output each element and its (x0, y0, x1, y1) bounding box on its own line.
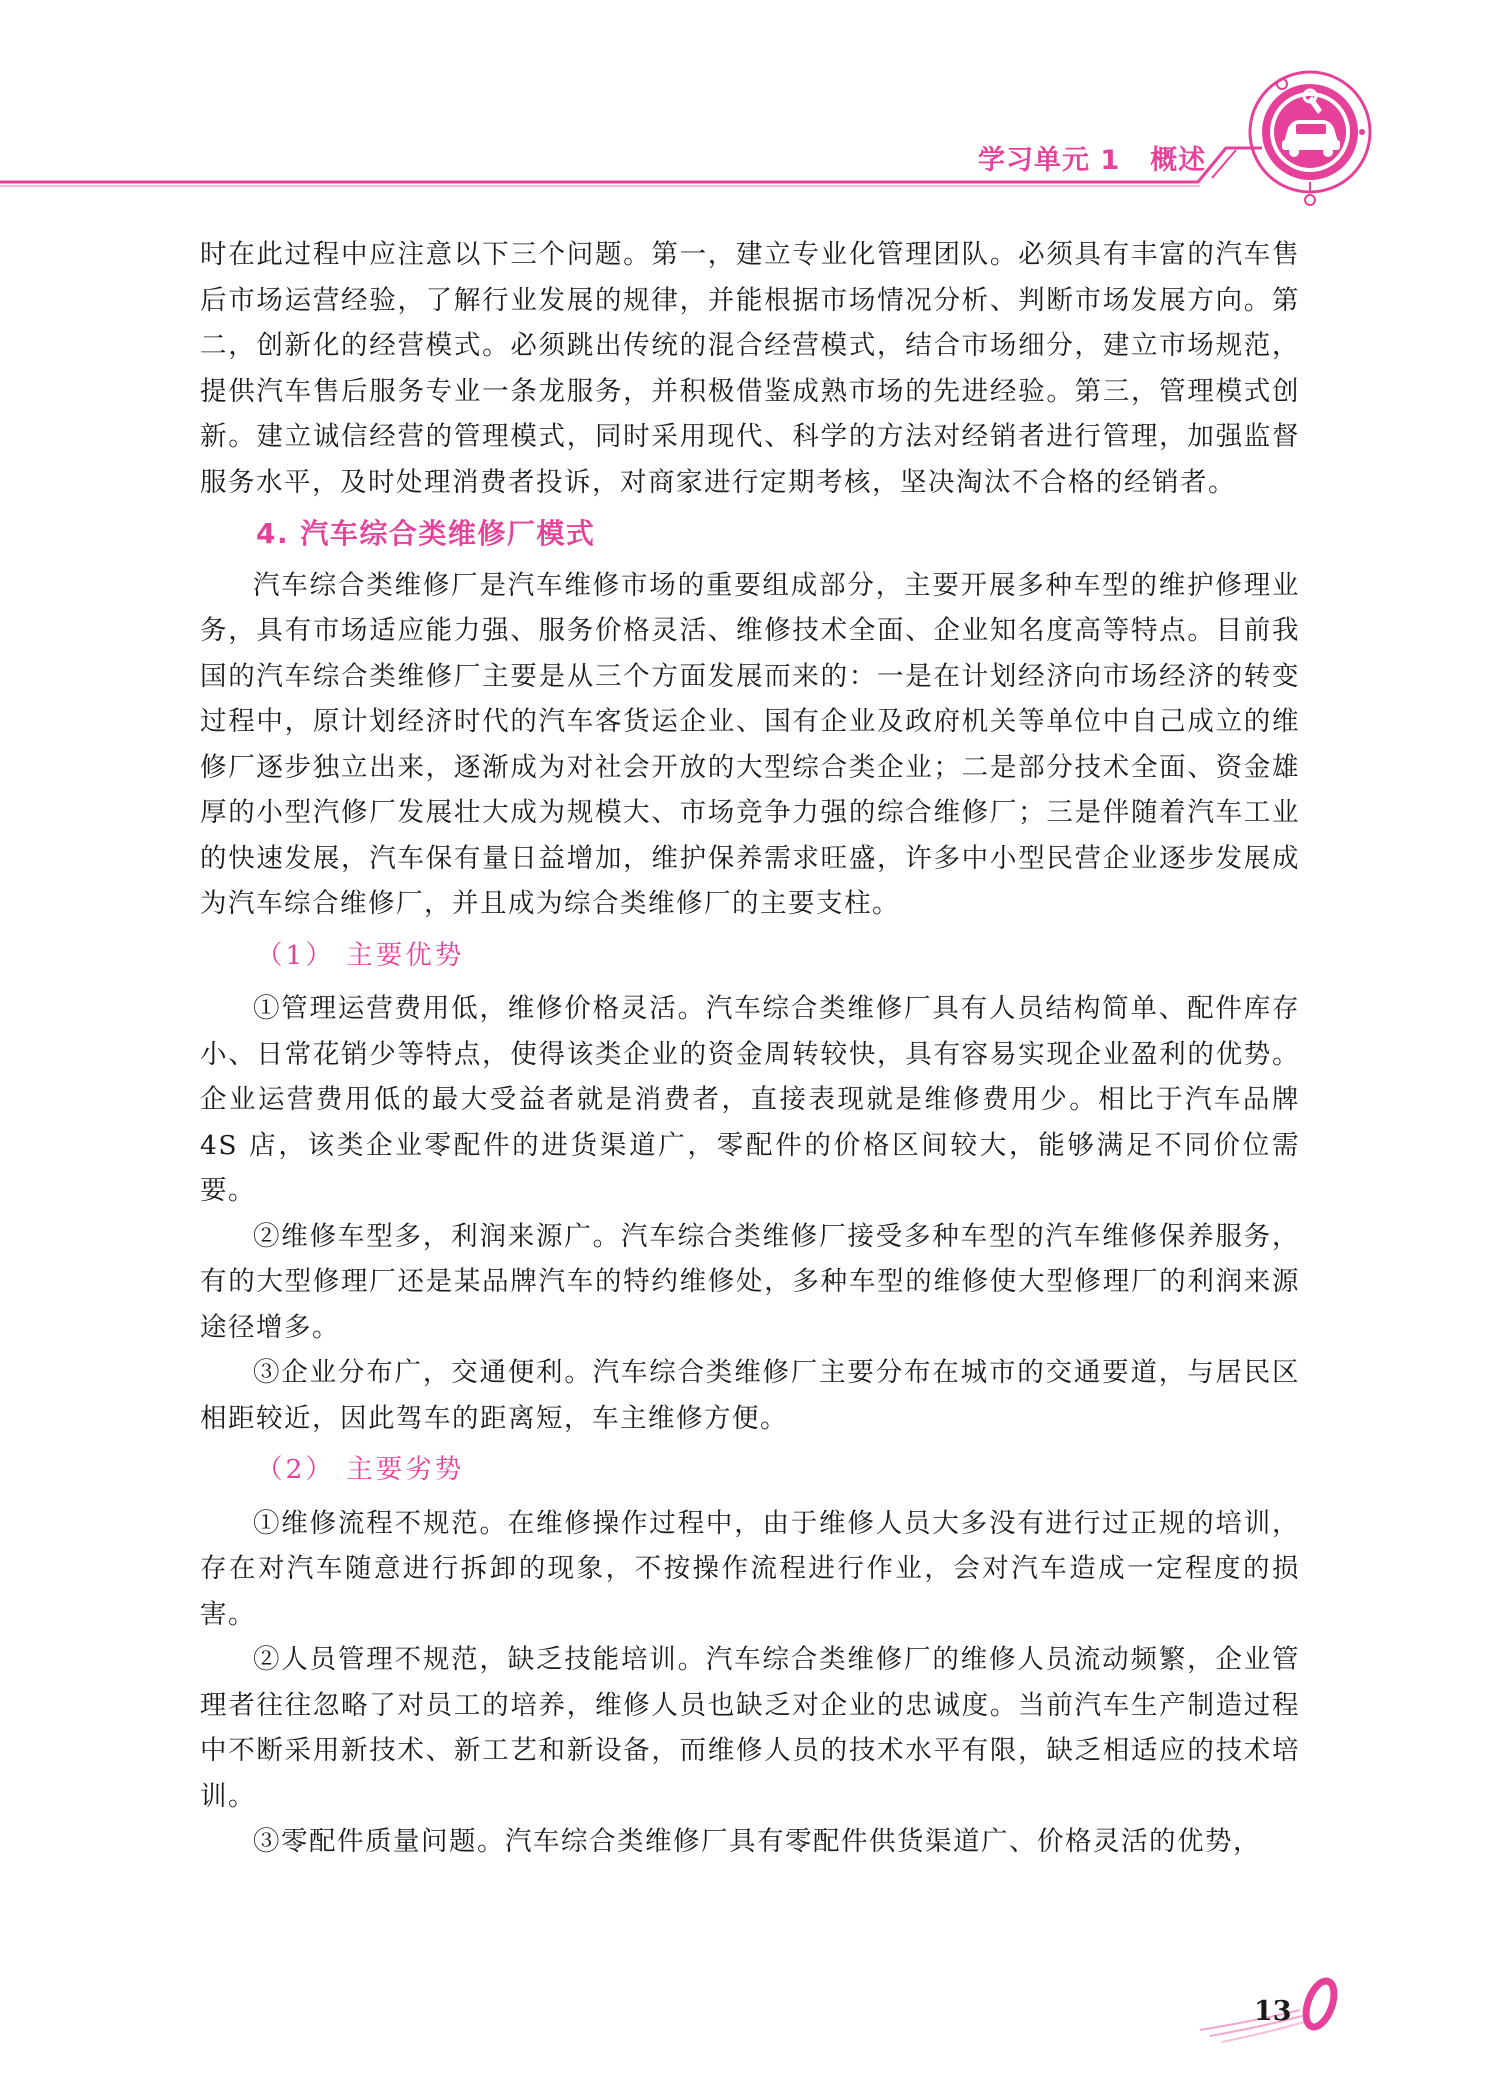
header-decoration (0, 0, 1504, 230)
paragraph: ①维修流程不规范。在维修操作过程中，由于维修人员大多没有进行过正规的培训，存在对汽车随意进行拆卸的现象，不按操作流程进行作业，会对汽车造成一定程度的损害。 (200, 1507, 1300, 1630)
paragraph-continuation: 时在此过程中应注意以下三个问题。第一，建立专业化管理团队。必须具有丰富的汽车售后市场运营经验，了解行业发展的规律，并能根据市场情况分析、判断市场发展方向。第二，创新化的经营模式。必须跳出传统的混合经营模式，结合市场细分，建立市场规范，提供汽车售后服务专业一条龙服务，并积极借鉴成熟市场的先进经验。第三，管理模式创新。建立诚信经营的管理模式，同时采用现代、科学的方法对经销者进行管理，加强监督服务水平，及时处理消费者投诉，对商家进行定期考核，坚决淘汰不合格的经销者。 (200, 239, 1300, 498)
section-title: 4. 汽车综合类维修厂模式 (256, 517, 596, 550)
paragraph: ③零配件质量问题。汽车综合类维修厂具有零配件供货渠道广、价格灵活的优势， (253, 1826, 1261, 1857)
paragraph: ③企业分布广，交通便利。汽车综合类维修厂主要分布在城市的交通要道，与居民区相距较近，因此驾车的距离短，车主维修方便。 (200, 1357, 1300, 1434)
car-repair-icon (1250, 72, 1370, 205)
paragraph: ②人员管理不规范，缺乏技能培训。汽车综合类维修厂的维修人员流动频繁，企业管理者往往忽略了对员工的培养，维修人员也缺乏对企业的忠诚度。当前汽车生产制造过程中不断采用新技术、新工艺和新设备，而维修人员的技术水平有限，缺乏相适应的技术培训。 (200, 1644, 1300, 1812)
paragraph: ②维修车型多，利润来源广。汽车综合类维修厂接受多种车型的汽车维修保养服务，有的大型修理厂还是某品牌汽车的特约维修处，多种车型的维修使大型修理厂的利润来源途径增多。 (200, 1220, 1300, 1343)
paragraph: 汽车综合类维修厂是汽车维修市场的重要组成部分，主要开展多种车型的维护修理业务，具有市场适应能力强、服务价格灵活、维修技术全面、企业知名度高等特点。目前我国的汽车综合类维修厂主要是从三个方面发展而来的：一是在计划经济向市场经济的转变过程中，原计划经济时代的汽车客货运企业、国有企业及政府机关等单位中自己成立的维修厂逐步独立出来，逐渐成为对社会开放的大型综合类企业；二是部分技术全面、资金雄厚的小型汽修厂发展壮大成为规模大、市场竞争力强的综合维修厂；三是伴随着汽车工业的快速发展，汽车保有量日益增加，维护保养需求旺盛，许多中小型民营企业逐步发展成为汽车综合维修厂，并且成为综合类维修厂的主要支柱。 (200, 569, 1300, 919)
paragraph: ①管理运营费用低，维修价格灵活。汽车综合类维修厂具有人员结构简单、配件库存小、日常花销少等特点，使得该类企业的资金周转较快，具有容易实现企业盈利的优势。企业运营费用低的最大受益者就是消费者，直接表现就是维修费用少。相比于汽车品牌 4S 店，该类企业零配件的进货渠道广，零配件的价格区间较大，能够满足不同价位需要。 (200, 993, 1300, 1206)
page-number: 13 (1254, 1996, 1292, 2027)
subsection-title: （1） 主要优势 (256, 939, 465, 971)
unit-label: 学习单元 1 (978, 145, 1121, 176)
page-body (200, 232, 1300, 1865)
subsection-title: （2） 主要劣势 (256, 1454, 465, 1485)
unit-title: 概述 (1150, 145, 1207, 176)
unit-header (978, 138, 1210, 177)
